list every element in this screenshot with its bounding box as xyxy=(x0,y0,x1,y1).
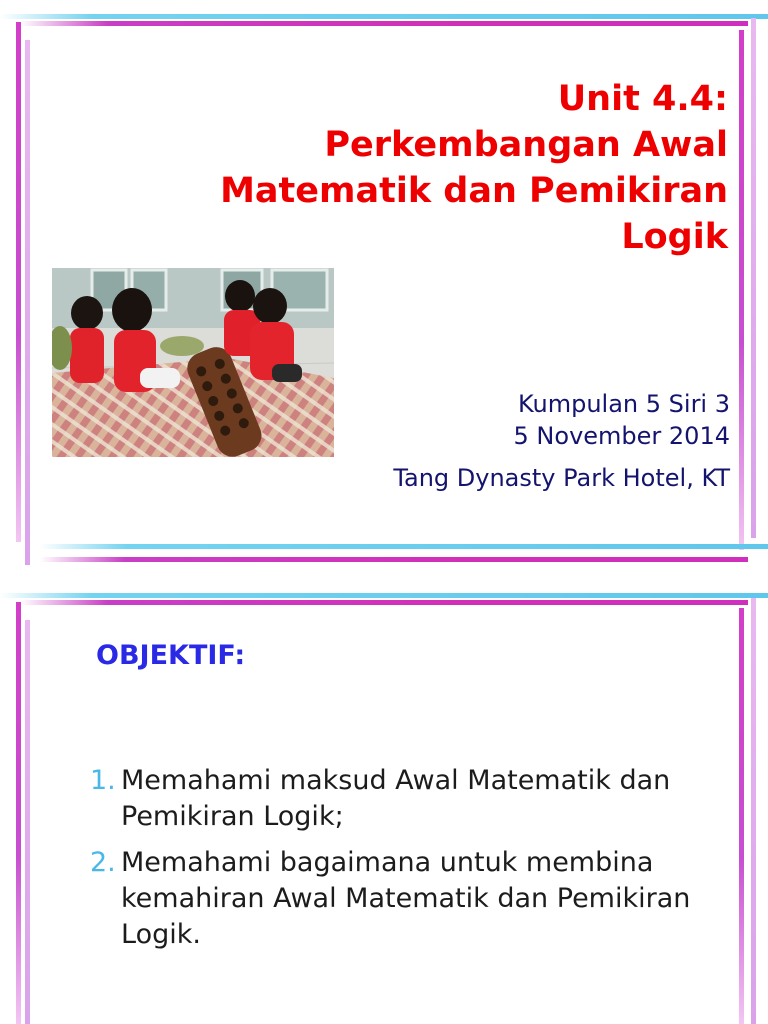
top-cyan-bar xyxy=(0,14,768,19)
slide-title xyxy=(128,76,728,260)
left-pink-bar xyxy=(16,22,21,542)
title-line-3: Matematik dan Pemikiran xyxy=(220,171,728,211)
item-text: Memahami bagaimana untuk membina kemahiran Awal Matematik dan Pemikiran Logik. xyxy=(121,847,691,950)
left-lavender-bar xyxy=(25,40,30,565)
objectives-heading: OBJEKTIF: xyxy=(96,640,246,671)
item-text: Memahami maksud Awal Matematik dan Pemikiran Logik; xyxy=(121,765,671,832)
list-item xyxy=(90,763,730,835)
title-line-4: Logik xyxy=(621,217,728,257)
objectives-slide xyxy=(0,590,768,1024)
top-pink-bar-2 xyxy=(20,600,748,605)
title-line-1: Unit 4.4: xyxy=(557,79,728,119)
photo-illustration xyxy=(52,268,334,457)
venue-text: Tang Dynasty Park Hotel, KT xyxy=(393,464,730,492)
group-text: Kumpulan 5 Siri 3 xyxy=(517,390,730,418)
right-pink-bar xyxy=(739,30,744,550)
item-number: 2. xyxy=(90,847,116,878)
bottom-pink-bar xyxy=(40,557,748,562)
congkak-photo xyxy=(52,268,334,457)
right-lavender-bar xyxy=(751,18,756,538)
title-line-2: Perkembangan Awal xyxy=(324,125,728,165)
right-pink-bar-2 xyxy=(739,608,744,1024)
right-lavender-bar-2 xyxy=(751,598,756,1024)
top-pink-bar xyxy=(20,21,748,26)
objectives-list xyxy=(90,763,730,963)
top-cyan-bar-2 xyxy=(0,593,768,598)
bottom-cyan-bar xyxy=(40,544,768,549)
left-pink-bar-2 xyxy=(16,602,21,1024)
list-item xyxy=(90,845,730,953)
left-lavender-bar-2 xyxy=(25,620,30,1024)
slide-gap xyxy=(0,568,768,590)
date-text: 5 November 2014 xyxy=(513,422,730,450)
item-number: 1. xyxy=(90,765,116,796)
